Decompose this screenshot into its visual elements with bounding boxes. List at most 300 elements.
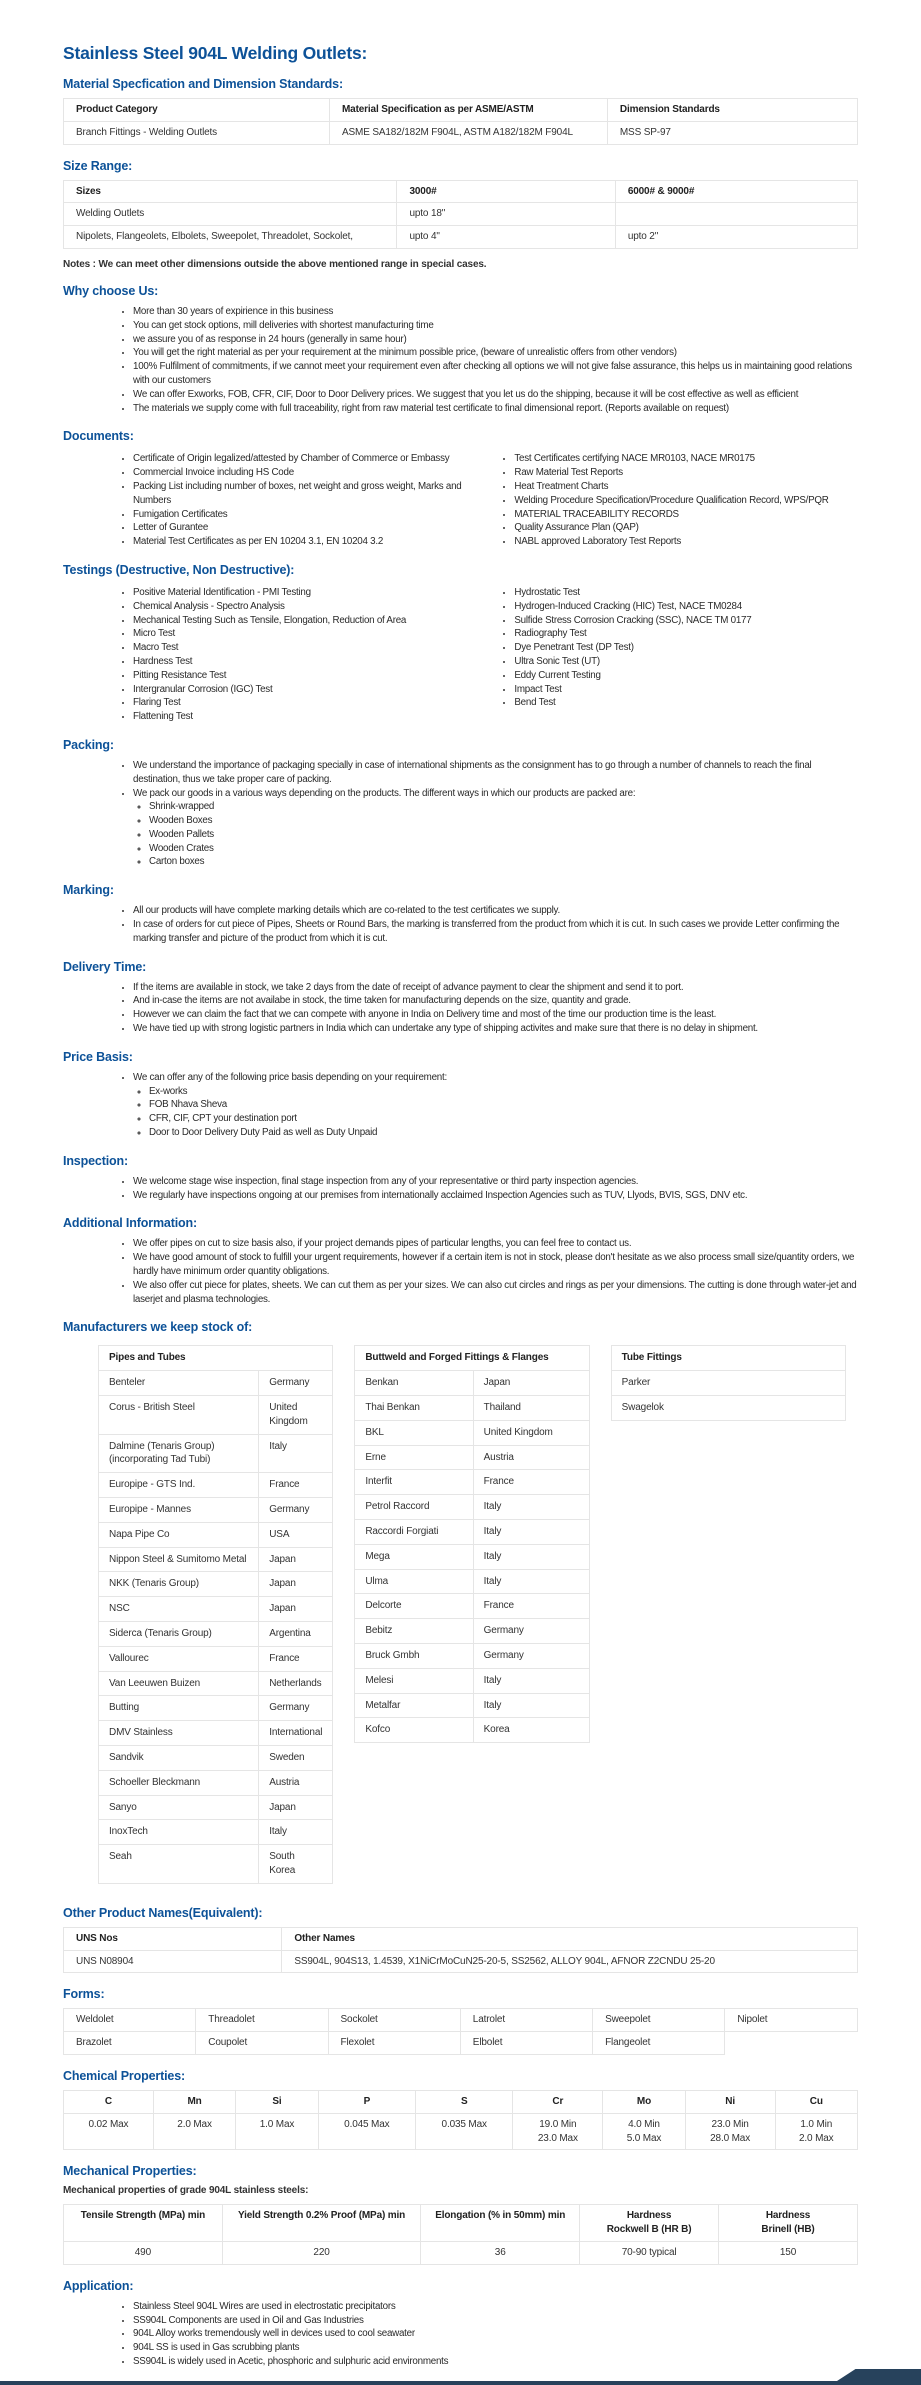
column-header: 6000# & 9000# — [615, 180, 857, 203]
material-spec-table — [63, 98, 858, 145]
section-price-basis — [63, 1050, 858, 1140]
table-row — [99, 1770, 333, 1795]
table-row — [355, 1470, 589, 1495]
mechanical-value-cell: 490 — [64, 2241, 223, 2264]
inspection-heading: Inspection: — [63, 1153, 129, 1168]
table-row — [64, 2113, 858, 2150]
value-line-1: 1.0 Min — [800, 2118, 833, 2130]
table-row — [355, 1643, 589, 1668]
cell: UNS N08904 — [64, 1950, 282, 1973]
value-line-1: 4.0 Min — [628, 2118, 660, 2130]
chemical-value-cell — [64, 2113, 154, 2150]
forms-heading: Forms: — [63, 1987, 105, 2002]
sub-list-item: ◦ Carton boxes — [149, 855, 858, 869]
table-row — [99, 1572, 333, 1597]
table-row — [355, 1668, 589, 1693]
value-line-2: 23.0 Max — [537, 2132, 578, 2144]
testings-list-left — [63, 586, 476, 724]
documents-list-right — [476, 452, 858, 549]
application-heading: Application: — [63, 2278, 134, 2293]
mechanical-intro: Mechanical properties of grade 904L stainless steels: — [63, 2185, 309, 2197]
sub-list-item: ◦ Wooden Pallets — [149, 828, 858, 842]
manufacturer-country: Japan — [473, 1371, 589, 1396]
price-basis-list — [63, 1071, 858, 1140]
table-row — [99, 1671, 333, 1696]
manufacturer-name: Seah — [99, 1845, 259, 1884]
cell: Branch Fittings - Welding Outlets — [64, 121, 330, 144]
chemical-value-cell — [416, 2113, 513, 2150]
column-header: Product Category — [64, 99, 330, 122]
table-row — [355, 1594, 589, 1619]
list-item: • MATERIAL TRACEABILITY RECORDS — [514, 508, 858, 522]
list-item: • Mechanical Testing Such as Tensile, Elongation, Reduction of Area — [133, 614, 476, 628]
value-line-1: 0.045 Max — [344, 2118, 390, 2130]
list-item: • SS904L Components are used in Oil and Gas Industries — [133, 2314, 858, 2328]
table-row — [355, 1396, 589, 1421]
value-line-2: 28.0 Max — [710, 2132, 751, 2144]
manufacturer-name: Raccordi Forgiati — [355, 1520, 473, 1545]
list-item: • However we can claim the fact that we can compete with anyone in India on Delivery time and most of the time our production time is the least. — [133, 1008, 858, 1022]
size-range-table — [63, 180, 858, 249]
testings-heading: Testings (Destructive, Non Destructive): — [63, 562, 295, 577]
documents-heading: Documents: — [63, 429, 134, 444]
manufacturer-name: Vallourec — [99, 1646, 259, 1671]
sub-list-item: ◦ FOB Nhava Sheva — [149, 1098, 858, 1112]
marking-list — [63, 904, 858, 945]
manufacturer-name: Thai Benkan — [355, 1396, 473, 1421]
list-item: • Intergranular Corrosion (IGC) Test — [133, 683, 476, 697]
manufacturer-country: Germany — [473, 1619, 589, 1644]
section-documents — [63, 429, 858, 549]
table-row — [355, 1544, 589, 1569]
chemical-value-cell — [513, 2113, 603, 2150]
list-item: • Dye Penetrant Test (DP Test) — [514, 641, 858, 655]
section-inspection — [63, 1154, 858, 1203]
manufacturer-country: Germany — [473, 1643, 589, 1668]
manufacturer-name: Benteler — [99, 1371, 259, 1396]
list-item: • 100% Fulfilment of commitments, if we cannot meet your requirement even after checking all options we will not give false assurance, this helps us in maintaining good relations with our customers — [133, 360, 858, 388]
manufacturer-name: Kofco — [355, 1718, 473, 1743]
table-row — [99, 1696, 333, 1721]
cell: upto 2" — [615, 226, 857, 249]
list-item: • We welcome stage wise inspection, final stage inspection from any of your representative or third party inspection agencies. — [133, 1175, 858, 1189]
element-header: C — [64, 2090, 154, 2113]
header-line-1: Hardness — [765, 2210, 811, 2222]
list-item: • We have good amount of stock to fulfill your urgent requirements, however if a certain item is not in stock, please don't hesitate as we also process small size/quantity orders, we hardly have minimum order quantity obligations. — [133, 1251, 858, 1279]
value-line-1: 0.02 Max — [88, 2118, 129, 2130]
list-item: • Fumigation Certificates — [133, 508, 476, 522]
cell: upto 4" — [397, 226, 615, 249]
table-row — [355, 1520, 589, 1545]
list-item: • Pitting Resistance Test — [133, 669, 476, 683]
tube-fittings-table — [611, 1345, 846, 1420]
list-item: • we assure you of as response in 24 hours (generally in same hour) — [133, 333, 858, 347]
manufacturer-country: Italy — [473, 1520, 589, 1545]
column-header: Other Names — [282, 1927, 858, 1950]
list-item: • Chemical Analysis - Spectro Analysis — [133, 600, 476, 614]
element-header: Cu — [775, 2090, 857, 2113]
header-line-2: Brinell (HB) — [761, 2224, 815, 2236]
manufacturer-name: Parker — [611, 1371, 845, 1396]
list-item: • NABL approved Laboratory Test Reports — [514, 535, 858, 549]
table-row — [99, 1498, 333, 1523]
list-item: • Hydrostatic Test — [514, 586, 858, 600]
section-other-names — [63, 1906, 858, 1974]
manufacturers-grid — [98, 1341, 846, 1891]
table-row — [64, 2241, 858, 2264]
header-line-1: Elongation (% in 50mm) min — [435, 2210, 566, 2222]
manufacturer-country: Germany — [259, 1371, 333, 1396]
table-row — [99, 1820, 333, 1845]
property-header — [580, 2205, 719, 2242]
column-header: 3000# — [397, 180, 615, 203]
chemical-value-cell — [775, 2113, 857, 2150]
list-item: • 904L Alloy works tremendously well in devices used to cool seawater — [133, 2327, 858, 2341]
chemical-value-cell — [236, 2113, 318, 2150]
why-choose-us-heading: Why choose Us: — [63, 283, 159, 298]
why-choose-us-list — [63, 305, 858, 415]
manufacturer-name: Bebitz — [355, 1619, 473, 1644]
manufacturer-country: France — [259, 1473, 333, 1498]
price-basis-options — [133, 1085, 858, 1140]
table-header-row — [64, 2205, 858, 2242]
form-cell: Threadolet — [196, 2009, 328, 2032]
manufacturer-country: Italy — [473, 1693, 589, 1718]
property-header — [719, 2205, 858, 2242]
form-cell — [725, 2032, 858, 2055]
list-item: • Impact Test — [514, 683, 858, 697]
manufacturer-name: Sandvik — [99, 1745, 259, 1770]
manufacturer-country: Austria — [473, 1445, 589, 1470]
table-row — [611, 1371, 845, 1396]
value-line-1: 2.0 Max — [177, 2118, 212, 2130]
list-item: • More than 30 years of expirience in this business — [133, 305, 858, 319]
manufacturer-name: Corus - British Steel — [99, 1396, 259, 1435]
mechanical-value-cell: 150 — [719, 2241, 858, 2264]
chemical-value-cell — [153, 2113, 235, 2150]
table-row — [99, 1745, 333, 1770]
mechanical-heading: Mechanical Properties: — [63, 2164, 197, 2179]
table-row — [99, 1371, 333, 1396]
list-item: • Radiography Test — [514, 627, 858, 641]
section-material-spec — [63, 77, 858, 145]
manufacturer-name: NSC — [99, 1597, 259, 1622]
table-header-row — [99, 1346, 333, 1371]
table-row — [99, 1522, 333, 1547]
manufacturer-country: USA — [259, 1522, 333, 1547]
table-row — [355, 1445, 589, 1470]
table-row — [355, 1718, 589, 1743]
table-row — [99, 1396, 333, 1435]
list-item: • We have tied up with strong logistic partners in India which can undertake any type of shipping activites and make sure that there is no delay in shipment. — [133, 1022, 858, 1036]
application-list — [63, 2300, 858, 2369]
table-row — [99, 1646, 333, 1671]
manufacturer-country: Italy — [259, 1820, 333, 1845]
property-header — [421, 2205, 580, 2242]
section-size-range — [63, 159, 858, 270]
table-row — [64, 121, 858, 144]
section-additional-info — [63, 1216, 858, 1306]
cell: upto 18" — [397, 203, 615, 226]
list-item: • We understand the importance of packaging specially in case of international shipments as the consignment has to go through a number of channels to reach the final destination, thus we take proper care of packing. — [133, 759, 858, 787]
manufacturer-name: NKK (Tenaris Group) — [99, 1572, 259, 1597]
column-header: Dimension Standards — [607, 99, 857, 122]
list-item: • Welding Procedure Specification/Procedure Qualification Record, WPS/PQR — [514, 494, 858, 508]
cell: Welding Outlets — [64, 203, 397, 226]
sub-list-item: ◦ Wooden Crates — [149, 842, 858, 856]
manufacturer-name: Melesi — [355, 1668, 473, 1693]
manufacturer-country: International — [259, 1721, 333, 1746]
list-item: • Flaring Test — [133, 696, 476, 710]
cell: SS904L, 904S13, 1.4539, X1NiCrMoCuN25-20-5, SS2562, ALLOY 904L, AFNOR Z2CNDU 25-20 — [282, 1950, 858, 1973]
list-item: • Hardness Test — [133, 655, 476, 669]
table-header-row — [611, 1346, 845, 1371]
element-header: Si — [236, 2090, 318, 2113]
size-range-note: Notes : We can meet other dimensions outside the above mentioned range in special cases. — [63, 258, 487, 270]
manufacturer-name: Delcorte — [355, 1594, 473, 1619]
manufacturer-name: Swagelok — [611, 1396, 845, 1421]
header-line-1: Hardness — [626, 2210, 672, 2222]
value-line-1: 19.0 Min — [539, 2118, 577, 2130]
section-manufacturers — [63, 1320, 858, 1891]
value-line-2: 2.0 Max — [799, 2132, 834, 2144]
documents-columns — [63, 450, 858, 549]
sub-list-item: ◦ Shrink-wrapped — [149, 800, 858, 814]
table-row — [99, 1721, 333, 1746]
form-cell: Flangeolet — [593, 2032, 725, 2055]
section-testings — [63, 563, 858, 724]
table-row — [99, 1795, 333, 1820]
list-item: • Stainless Steel 904L Wires are used in electrostatic precipitators — [133, 2300, 858, 2314]
manufacturer-country: Austria — [259, 1770, 333, 1795]
section-chemical — [63, 2069, 858, 2150]
manufacturer-country: Argentina — [259, 1621, 333, 1646]
manufacturer-country: Thailand — [473, 1396, 589, 1421]
forms-table — [63, 2008, 858, 2055]
manufacturer-country: Italy — [473, 1668, 589, 1693]
price-basis-heading: Price Basis: — [63, 1049, 133, 1064]
delivery-time-heading: Delivery Time: — [63, 959, 147, 974]
table-row — [611, 1396, 845, 1421]
manufacturer-country: Italy — [473, 1569, 589, 1594]
inspection-list — [63, 1175, 858, 1203]
manufacturer-name: BKL — [355, 1420, 473, 1445]
table-row — [64, 203, 858, 226]
list-item: • Eddy Current Testing — [514, 669, 858, 683]
chemical-value-cell — [603, 2113, 685, 2150]
list-item: • Packing List including number of boxes, net weight and gross weight, Marks and Numbers — [133, 480, 476, 508]
table-row — [99, 1434, 333, 1473]
element-header: Cr — [513, 2090, 603, 2113]
column-header: Tube Fittings — [611, 1346, 845, 1371]
list-item: • Sulfide Stress Corrosion Cracking (SSC), NACE TM 0177 — [514, 614, 858, 628]
table-row — [99, 1845, 333, 1884]
list-item-text: We can offer any of the following price basis depending on your requirement: — [133, 1071, 447, 1083]
column-header: Pipes and Tubes — [99, 1346, 333, 1371]
list-item: • We offer pipes on cut to size basis also, if your project demands pipes of particular lengths, you can feel free to contact us. — [133, 1237, 858, 1251]
manufacturer-name: Van Leeuwen Buizen — [99, 1671, 259, 1696]
section-why-choose-us — [63, 284, 858, 415]
list-item — [133, 1071, 858, 1140]
manufacturer-name: Siderca (Tenaris Group) — [99, 1621, 259, 1646]
additional-info-heading: Additional Information: — [63, 1216, 198, 1231]
testings-list-right — [476, 586, 858, 724]
sub-list-item: ◦ Ex-works — [149, 1085, 858, 1099]
marking-heading: Marking: — [63, 883, 114, 898]
manufacturer-country: France — [473, 1470, 589, 1495]
manufacturer-country: United Kingdom — [473, 1420, 589, 1445]
list-item: • Heat Treatment Charts — [514, 480, 858, 494]
list-item: • Flattening Test — [133, 710, 476, 724]
manufacturer-name: Mega — [355, 1544, 473, 1569]
sub-list-item: ◦ CFR, CIF, CPT your destination port — [149, 1112, 858, 1126]
property-header — [64, 2205, 223, 2242]
manufacturer-name: Sanyo — [99, 1795, 259, 1820]
section-application — [63, 2279, 858, 2369]
page-title: Stainless Steel 904L Welding Outlets: — [63, 43, 368, 63]
element-header: P — [318, 2090, 415, 2113]
manufacturer-country: Japan — [259, 1572, 333, 1597]
form-cell: Elbolet — [460, 2032, 592, 2055]
sub-list-item: ◦ Wooden Boxes — [149, 814, 858, 828]
manufacturer-name: Europipe - Mannes — [99, 1498, 259, 1523]
form-cell: Coupolet — [196, 2032, 328, 2055]
table-header-row — [64, 180, 858, 203]
element-header: Ni — [685, 2090, 775, 2113]
other-names-table — [63, 1927, 858, 1974]
packing-sub-list — [133, 800, 858, 869]
list-item: • Test Certificates certifying NACE MR0103, NACE MR0175 — [514, 452, 858, 466]
list-item: • We can offer Exworks, FOB, CFR, CIF, Door to Door Delivery prices. We suggest that you let us do the shipping, because it will be cost effective as well as efficient — [133, 388, 858, 402]
mechanical-table — [63, 2204, 858, 2264]
form-cell: Weldolet — [64, 2009, 196, 2032]
manufacturer-country: South Korea — [259, 1845, 333, 1884]
pipes-tubes-table — [98, 1345, 333, 1883]
form-cell: Brazolet — [64, 2032, 196, 2055]
manufacturers-heading: Manufacturers we keep stock of: — [63, 1320, 253, 1335]
list-item: • Commercial Invoice including HS Code — [133, 466, 476, 480]
list-item: • All our products will have complete marking details which are co-related to the test certificates we supply. — [133, 904, 858, 918]
cell — [615, 203, 857, 226]
chemical-value-cell — [318, 2113, 415, 2150]
table-row — [355, 1693, 589, 1718]
footer-bar — [0, 2381, 921, 2385]
list-item: • You will get the right material as per your requirement at the minimum possible price, (beware of unrealistic offers from other vendors) — [133, 346, 858, 360]
table-header-row — [64, 99, 858, 122]
size-range-heading: Size Range: — [63, 158, 133, 173]
table-row — [99, 1473, 333, 1498]
list-item: • We also offer cut piece for plates, sheets. We can cut them as per your sizes. We can also cut circles and rings as per your dimensions. The cutting is done through water-jet and laserjet and plasma technologies. — [133, 1279, 858, 1307]
packing-heading: Packing: — [63, 737, 114, 752]
table-row — [99, 1621, 333, 1646]
list-item: • SS904L is widely used in Acetic, phosphoric and sulphuric acid environments — [133, 2355, 858, 2369]
list-item: • Material Test Certificates as per EN 10204 3.1, EN 10204 3.2 — [133, 535, 476, 549]
list-item: • Raw Material Test Reports — [514, 466, 858, 480]
list-item: • Letter of Gurantee — [133, 521, 476, 535]
table-row — [355, 1420, 589, 1445]
additional-info-list — [63, 1237, 858, 1306]
column-header: Sizes — [64, 180, 397, 203]
list-item: • The materials we supply come with full traceability, right from raw material test certificate to final dimensional report. (Reports available on request) — [133, 402, 858, 416]
manufacturer-name: Dalmine (Tenaris Group) (incorporating Tad Tubi) — [99, 1434, 259, 1473]
form-cell: Flexolet — [328, 2032, 460, 2055]
manufacturer-country: Germany — [259, 1498, 333, 1523]
table-row — [355, 1495, 589, 1520]
list-item: • 904L SS is used in Gas scrubbing plants — [133, 2341, 858, 2355]
list-item — [133, 787, 858, 870]
list-item: • Hydrogen-Induced Cracking (HIC) Test, NACE TM0284 — [514, 600, 858, 614]
manufacturer-country: Netherlands — [259, 1671, 333, 1696]
column-header: Material Specification as per ASME/ASTM — [329, 99, 607, 122]
list-item: • Certificate of Origin legalized/attested by Chamber of Commerce or Embassy — [133, 452, 476, 466]
manufacturer-country: Italy — [473, 1544, 589, 1569]
value-line-1: 23.0 Min — [711, 2118, 749, 2130]
form-cell: Nipolet — [725, 2009, 858, 2032]
manufacturer-country: France — [259, 1646, 333, 1671]
form-cell: Latrolet — [460, 2009, 592, 2032]
manufacturer-name: Bruck Gmbh — [355, 1643, 473, 1668]
section-delivery-time — [63, 960, 858, 1036]
column-header: UNS Nos — [64, 1927, 282, 1950]
header-line-1: Tensile Strength (MPa) min — [80, 2210, 206, 2222]
cell: ASME SA182/182M F904L, ASTM A182/182M F904L — [329, 121, 607, 144]
element-header: Mn — [153, 2090, 235, 2113]
form-cell: Sockolet — [328, 2009, 460, 2032]
mechanical-value-cell: 220 — [222, 2241, 421, 2264]
value-line-1: 1.0 Max — [259, 2118, 295, 2130]
table-row — [64, 2009, 858, 2032]
packing-list — [63, 759, 858, 869]
table-header-row — [355, 1346, 589, 1371]
header-line-1: Yield Strength 0.2% Proof (MPa) min — [237, 2210, 406, 2222]
manufacturer-name: Napa Pipe Co — [99, 1522, 259, 1547]
manufacturer-country: Japan — [259, 1547, 333, 1572]
manufacturer-country: United Kingdom — [259, 1396, 333, 1435]
list-item: • Bend Test — [514, 696, 858, 710]
manufacturer-country: France — [473, 1594, 589, 1619]
list-item: • And in-case the items are not availabe in stock, the time taken for manufacturing depends on the size, quantity and grade. — [133, 994, 858, 1008]
list-item: • Quality Assurance Plan (QAP) — [514, 521, 858, 535]
list-item: • We regularly have inspections ongoing at our premises from internationally acclaimed Inspection Agencies such as TUV, Llyods, BVIS, SGS, DNV etc. — [133, 1189, 858, 1203]
footer-corner-shape — [837, 2369, 921, 2381]
header-line-2: Rockwell B (HR B) — [606, 2224, 692, 2236]
manufacturer-name: Erne — [355, 1445, 473, 1470]
element-header: S — [416, 2090, 513, 2113]
manufacturer-name: Metalfar — [355, 1693, 473, 1718]
list-item: • You can get stock options, mill deliveries with shortest manufacturing time — [133, 319, 858, 333]
table-header-row — [64, 1927, 858, 1950]
value-line-2: 5.0 Max — [626, 2132, 662, 2144]
list-item: • In case of orders for cut piece of Pipes, Sheets or Round Bars, the marking is transferred from the product from which it is cut. In such cases we provide Letter confirming the marking transfer and picture of the product from which it is cut. — [133, 918, 858, 946]
sub-list-item: ◦ Door to Door Delivery Duty Paid as well as Duty Unpaid — [149, 1126, 858, 1140]
delivery-time-list — [63, 981, 858, 1036]
manufacturer-name: InoxTech — [99, 1820, 259, 1845]
table-row — [64, 1950, 858, 1973]
cell: MSS SP-97 — [607, 121, 857, 144]
other-names-heading: Other Product Names(Equivalent): — [63, 1905, 263, 1920]
mechanical-value-cell: 36 — [421, 2241, 580, 2264]
table-row — [64, 2032, 858, 2055]
form-cell: Sweepolet — [593, 2009, 725, 2032]
list-item: • Micro Test — [133, 627, 476, 641]
chemical-heading: Chemical Properties: — [63, 2068, 186, 2083]
table-header-row — [64, 2090, 858, 2113]
manufacturer-name: Interfit — [355, 1470, 473, 1495]
manufacturer-name: Nippon Steel & Sumitomo Metal — [99, 1547, 259, 1572]
table-row — [355, 1619, 589, 1644]
manufacturer-country: Italy — [473, 1495, 589, 1520]
manufacturer-country: Korea — [473, 1718, 589, 1743]
